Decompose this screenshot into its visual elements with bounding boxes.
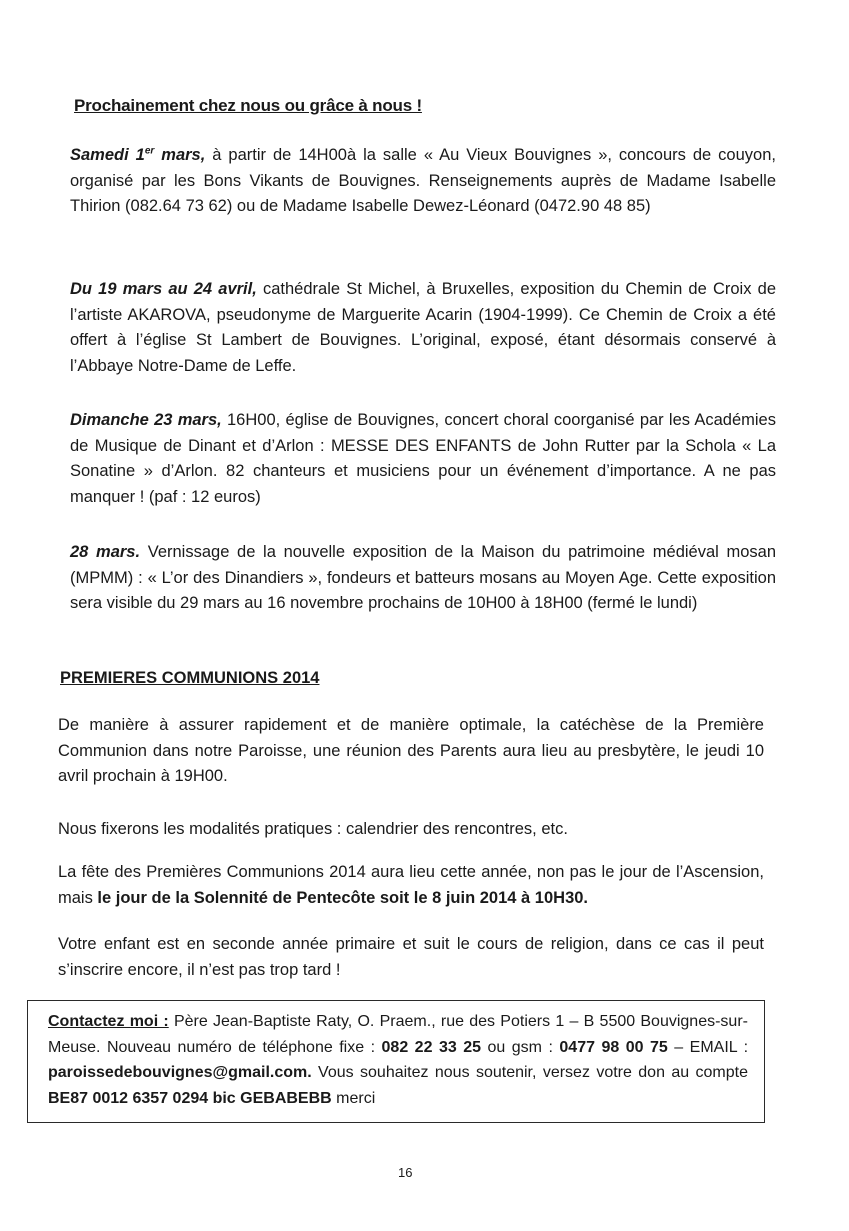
contact-address: Père Jean-Baptiste Raty, O. Praem., rue des Potiers 1 – B 5500 Bouvignes-sur-Meuse. Nouveau numéro de téléphone fixe : — [48, 1013, 748, 1056]
event-2-text: cathédrale St Michel, à Bruxelles, exposition du Chemin de Croix de l’artiste AKAROVA, pseudonyme de Marguerite Acarin (1904-1999). Ce Chemin de Croix a été offert à l’église St Lambert de Bouvignes. L’original, exposé, étant désormais conservé à l’Abbaye Notre-Dame de Leffe. — [70, 280, 776, 375]
communion-paragraph-3 — [58, 860, 764, 911]
section-heading-communions: PREMIERES COMMUNIONS 2014 — [60, 669, 320, 687]
contact-thanks: merci — [331, 1089, 376, 1107]
contact-text — [48, 1009, 748, 1111]
contact-donation-text: Vous souhaitez nous soutenir, versez votre don au compte — [311, 1064, 748, 1081]
event-paragraph-2 — [70, 277, 776, 379]
event-1-date-month: mars, — [154, 146, 206, 164]
event-paragraph-1 — [70, 143, 776, 220]
event-paragraph-3 — [70, 408, 776, 510]
event-3-date: Dimanche 23 mars, — [70, 411, 222, 429]
contact-gsm: 0477 98 00 75 — [559, 1038, 668, 1056]
contact-label: Contactez moi : — [48, 1013, 169, 1030]
communion-paragraph-4: Votre enfant est en seconde année primaire et suit le cours de religion, dans ce cas il peut s’inscrire encore, il n’est pas trop tard ! — [58, 935, 764, 979]
communion-paragraph-1: De manière à assurer rapidement et de manière optimale, la catéchèse de la Première Communion dans notre Paroisse, une réunion des Parents aura lieu au presbytère, le jeudi 10 avril prochain à 19H00. — [58, 716, 764, 785]
contact-box — [27, 1000, 765, 1123]
event-paragraph-4 — [70, 540, 776, 617]
communion-p3-text: La fête des Premières Communions 2014 aura lieu cette année, non pas le jour de l’Ascension, mais — [58, 863, 764, 907]
contact-phone: 082 22 33 25 — [381, 1038, 482, 1056]
event-2-date: Du 19 mars au 24 avril, — [70, 280, 257, 298]
event-1-date-day: Samedi 1 — [70, 146, 145, 164]
page-number: 16 — [398, 1165, 413, 1180]
contact-account: BE87 0012 6357 0294 bic GEBABEBB — [48, 1089, 332, 1107]
contact-email: paroissedebouvignes@gmail.com. — [48, 1064, 312, 1081]
event-1-date — [70, 146, 205, 164]
event-4-text: Vernissage de la nouvelle exposition de la Maison du patrimoine médiéval mosan (MPMM) : « L’or des Dinandiers », fondeurs et batteurs mosans au Moyen Age. Cette exposition sera visible du 29 mars au 16 novembre prochains de 10H00 à 18H00 (fermé le lundi) — [70, 543, 776, 612]
communion-p3-date: le jour de la Solennité de Pentecôte soit le 8 juin 2014 à 10H30. — [97, 888, 589, 907]
event-3-text: 16H00, église de Bouvignes, concert choral coorganisé par les Académies de Musique de Dinant et d’Arlon : MESSE DES ENFANTS de John Rutter par la Schola « La Sonatine » d’Arlon. 82 chanteurs et musiciens pour un événement d’importance. A ne pas manquer ! (paf : 12 euros) — [70, 411, 776, 506]
contact-email-label: – EMAIL : — [667, 1038, 749, 1056]
event-4-date: 28 mars. — [70, 543, 141, 561]
event-1-date-sup: er — [144, 145, 155, 157]
communion-paragraph-2: Nous fixerons les modalités pratiques : calendrier des rencontres, etc. — [58, 820, 568, 838]
event-1-text: à partir de 14H00à la salle « Au Vieux Bouvignes », concours de couyon, organisé par les Bons Vikants de Bouvignes. Renseignements auprès de Madame Isabelle Thirion (082.64 73 62) ou de Madame Isabelle Dewez-Léonard (0472.90 48 85) — [70, 146, 776, 215]
section-heading-upcoming: Prochainement chez nous ou grâce à nous ! — [74, 96, 422, 115]
contact-gsm-label: ou gsm : — [481, 1038, 560, 1056]
